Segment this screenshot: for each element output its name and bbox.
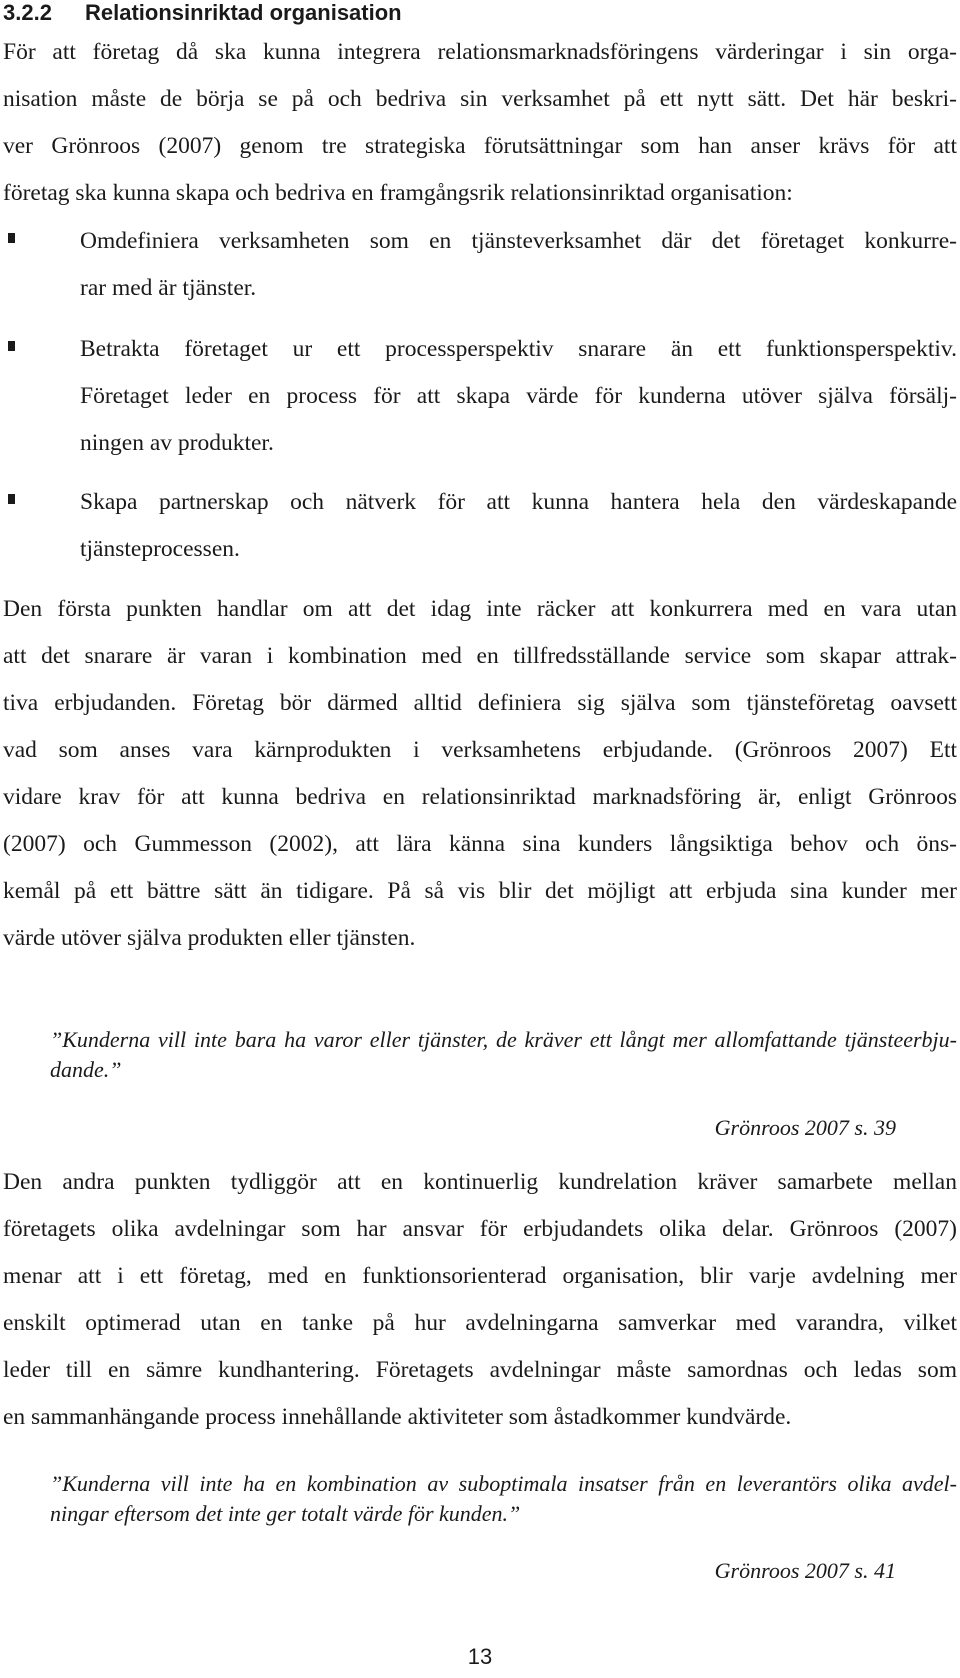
text-line: ”Kunderna vill inte ha en kombination av suboptimala insatser från en leverantörs olika avdel- (50, 1471, 957, 1496)
text-line: Den första punkten handlar om att det idag inte räcker att konkurrera med en vara utan (3, 596, 957, 622)
block-quote (50, 1025, 957, 1085)
text-line: För att företag då ska kunna integrera relationsmarknadsföringens värderingar i sin orga- (3, 39, 957, 65)
block-quote (50, 1469, 957, 1529)
text-line: (2007) och Gummesson (2002), att lära känna sina kunders långsiktiga behov och öns- (3, 831, 957, 857)
bullet-text (80, 479, 957, 573)
text-line: företag ska kunna skapa och bedriva en framgångsrik relationsinriktad organisation: (3, 180, 793, 206)
text-line: ver Grönroos (2007) genom tre strategiska förutsättningar som han anser krävs för att (3, 133, 957, 159)
text-line: tjänsteprocessen. (80, 536, 240, 562)
bullet-marker (8, 494, 15, 504)
body-paragraph (3, 1159, 957, 1441)
bullet-text (80, 218, 957, 312)
text-line: företagets olika avdelningar som har ansvar för erbjudandets olika delar. Grönroos (2007) (3, 1216, 957, 1242)
bullet-text (80, 326, 957, 467)
text-line: Den andra punkten tydliggör att en kontinuerlig kundrelation kräver samarbete mellan (3, 1169, 957, 1195)
text-line: Företaget leder en process för att skapa värde för kunderna utöver själva försälj- (80, 383, 957, 409)
text-line: leder till en sämre kundhantering. Företagets avdelningar måste samordnas och ledas som (3, 1357, 957, 1383)
text-line: nisation måste de börja se på och bedriva sin verksamhet på ett nytt sätt. Det här beskri- (3, 86, 957, 112)
text-line: en sammanhängande process innehållande aktiviteter som åstadkommer kundvärde. (3, 1404, 792, 1430)
quote-citation: Grönroos 2007 s. 41 (714, 1558, 896, 1583)
text-line: enskilt optimerad utan en tanke på hur avdelningarna samverkar med varandra, vilket (3, 1310, 957, 1336)
text-line: kemål på ett bättre sätt än tidigare. På så vis blir det möjligt att erbjuda sina kunder mer (3, 878, 957, 904)
text-line: tiva erbjudanden. Företag bör därmed alltid definiera sig själva som tjänsteföretag oavsett (3, 690, 957, 716)
text-line: Omdefiniera verksamheten som en tjänsteverksamhet där det företaget konkurre- (80, 228, 957, 254)
text-line: ningar eftersom det inte ger totalt värde för kunden.” (50, 1501, 521, 1526)
quote-citation: Grönroos 2007 s. 39 (714, 1115, 896, 1140)
text-line: menar att i ett företag, med en funktionsorienterad organisation, blir varje avdelning mer (3, 1263, 957, 1289)
text-line: vidare krav för att kunna bedriva en relationsinriktad marknadsföring är, enligt Grönroos (3, 784, 957, 810)
text-line: ”Kunderna vill inte bara ha varor eller tjänster, de kräver ett långt mer allomfattande tjänsteerbju- (50, 1027, 957, 1052)
section-number: 3.2.2 (3, 0, 52, 25)
text-line: ningen av produkter. (80, 430, 274, 456)
text-line: Betrakta företaget ur ett processperspektiv snarare än ett funktionsperspektiv. (80, 336, 957, 362)
text-line: att det snarare är varan i kombination med en tillfredsställande service som skapar attrak- (3, 643, 957, 669)
page-number: 13 (467, 1644, 493, 1669)
intro-paragraph (3, 29, 957, 217)
text-line: vad som anses vara kärnprodukten i verksamhetens erbjudande. (Grönroos 2007) Ett (3, 737, 957, 763)
bullet-marker (8, 341, 15, 351)
section-title: Relationsinriktad organisation (85, 0, 402, 25)
text-line: dande.” (50, 1057, 122, 1082)
bullet-marker (8, 233, 15, 243)
text-line: värde utöver själva produkten eller tjänsten. (3, 925, 416, 951)
text-line: Skapa partnerskap och nätverk för att kunna hantera hela den värdeskapande (80, 489, 957, 515)
text-line: rar med är tjänster. (80, 275, 257, 301)
section-heading (3, 0, 402, 26)
body-paragraph (3, 586, 957, 962)
